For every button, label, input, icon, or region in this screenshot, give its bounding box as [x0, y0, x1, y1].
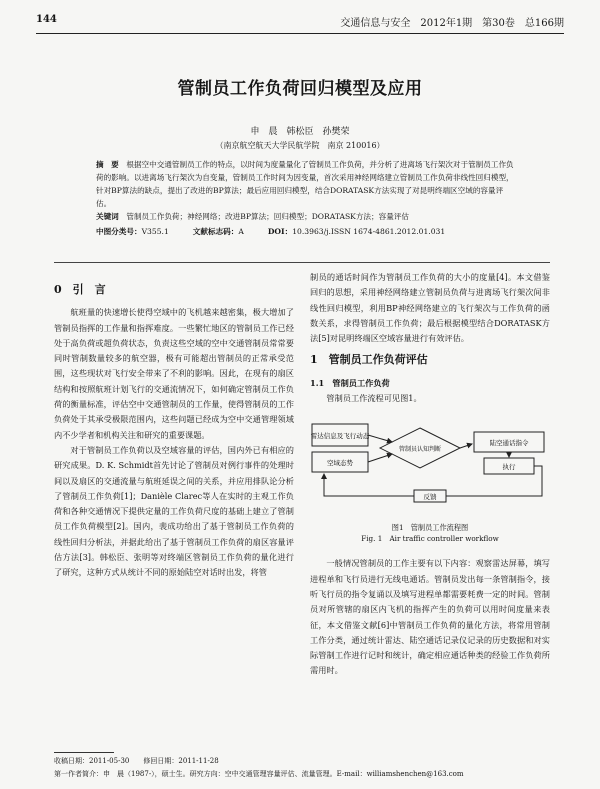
authors: 申 晨 韩松臣 孙樊荣 [250, 127, 350, 137]
paragraph: 制员的通话时间作为管制员工作负荷的大小的度量[4]。本文借鉴回归的思想，采用神经网络建立管制员负荷与进离场飞行架次间非线性回归模型，利用BP神经网络建立的飞行架次与工作负荷的函数关系，求得管制员工作负荷；最后根据模型结合DORATASK方法[5]对昆明终端区空域容量进行有效评估。 [310, 272, 550, 344]
footnote [54, 752, 550, 781]
paragraph: 管制员工作流程可见图1。 [326, 393, 422, 404]
doc-label: 文献标志码： [192, 227, 239, 236]
box-radar-info-label: 雷达信息及飞行动态 [310, 432, 370, 441]
figure-caption-cn: 图1 管制员工作流程图 [391, 522, 469, 532]
workflow-figure [310, 406, 550, 556]
arrow [368, 435, 392, 442]
running-header [36, 14, 564, 30]
clc-value: V355.1 [141, 227, 169, 236]
doi-value: 10.3963/j.ISSN 1674-4861.2012.01.031 [292, 227, 446, 236]
header-rule [36, 33, 564, 34]
doi-label: DOI： [267, 227, 293, 236]
doi [268, 225, 445, 238]
keywords [96, 210, 514, 223]
clc-code [96, 225, 169, 238]
section-heading-intro: 0 引 言 [54, 283, 106, 296]
author-bio: 第一作者简介：申 晨（1987-），硕士生。研究方向：空中交通管理容量评估、流量管理。E-mail：williamshenchen@163.com [54, 770, 464, 778]
doc-value: A [238, 227, 244, 236]
paragraph: 航班量的快速增长使得空域中的飞机越来越密集，极大增加了管制员指挥的工作量和指挥难度。一些繁忙地区的管制员工作已经处于高负荷或超负荷状态，负责这些空域的空中交通管制员常常要同时管制数量较多的航空器，极有可能超出管制员的正常承受范围，这些现状对飞行安全带来了不利的影响。因此，在现有的扇区结构和按照航班计划飞行的交通流情况下，如何确定管制员工作负荷的衡量标准，评估空中交通管制员的工作量，使得管制员的工作负荷处于其承受极限范围内，这些问题已经成为空中交通管理领域内不少学者和机构关注和研究的重要课题。 [54, 307, 294, 440]
journal-info: 交通信息与安全 2012年1期 第30卷 总166期 [340, 18, 564, 29]
arrow [460, 444, 472, 448]
footnote-rule [54, 752, 114, 753]
clc-label: 中图分类号： [96, 227, 142, 236]
box-execute-label: 执行 [502, 463, 516, 472]
abstract-label: 摘 要 [96, 160, 119, 169]
workflow-diagram [310, 406, 550, 516]
right-column [310, 270, 550, 679]
subsection-heading: 1.1 管制员工作负荷 [310, 377, 390, 388]
page-number: 144 [36, 14, 57, 25]
received-dates: 收稿日期：2011-05-30 修回日期：2011-11-28 [54, 757, 219, 765]
keywords-text: 管制员工作负荷；神经网络；改进BP算法；回归模型；DORATASK方法；容量评估 [126, 212, 409, 221]
paper-title: 管制员工作负荷回归模型及应用 [177, 79, 423, 99]
section-heading-1: 1 管制员工作负荷评估 [310, 353, 428, 367]
paragraph: 对于管制员工作负荷以及空域容量的评估，国内外已有相应的研究成果。D. K. Schmidt首先讨论了管制员对例行事件的处理时间以及扇区的交通流量与航班延误之间的关系，并应用排队论分析了管制员工作负荷[1]；Danièle Clarec等人在实时的主观工作负荷和各种交通情况下提供定量的工作负荷尺度的基础上建立了管制员工作负荷模型[2]。国内，裴成功给出了基于管制员工作负荷的线性回归分析法，并据此给出了基于管制员工作负荷的扇区容量评估方法[3]。韩松臣、张明等对终端区管制员工作负荷的量化进行了研究，这种方式从统计不同的原始陆空对话时出发，将管 [54, 444, 294, 578]
box-airspace-state-label: 空域态势 [327, 459, 353, 468]
decision-label: 管制员认知判断 [398, 446, 442, 454]
doc-code [193, 225, 244, 238]
figure-caption-en: Fig. 1 Air traffic controller workflow [361, 533, 499, 543]
affiliation: （南京航空航天大学民航学院 南京 210016） [215, 141, 385, 150]
keywords-label: 关键词 [96, 212, 119, 221]
arrow [368, 454, 392, 462]
left-column [54, 276, 294, 581]
abstract-rule [54, 262, 550, 263]
feedback-label: 反馈 [423, 493, 437, 502]
abstract-text: 根据空中交通管制员工作的特点，以时间为度量量化了管制员工作负荷，并分析了进离场飞行架次对于管制员工作负荷的影响。以进离场飞行架次为自变量，管制员工作时间为因变量，首次采用神经网络建立管制员工作负荷非线性回归模型，针对BP算法的缺点，提出了改进的BP算法；最后应用回归模型，结合DORATASK方法实现了对昆明终端区空域的容量评估。 [96, 160, 514, 208]
box-atc-command-label: 陆空通话指令 [489, 439, 529, 448]
classification-ids [96, 225, 514, 238]
abstract [96, 158, 514, 210]
paragraph: 一般情况管制员的工作主要有以下内容：观察雷达屏幕，填写进程单和飞行员进行无线电通话。管制员发出每一条管制指令，接听飞行员的指令复诵以及填写进程单都需要耗费一定的时间。管制员对所管辖的扇区内飞机的指挥产生的负荷可以用时间度量来表征，本文借鉴文献[6]中管制员工作负荷的量化方法，将常用管制工作分类，通过统计雷达、陆空通话记录仪记录的历史数据和对实际管制工作进行记时和统计，确定相应通话种类的经验工作负荷所需用时。 [310, 558, 550, 676]
abstract-block [96, 158, 514, 238]
